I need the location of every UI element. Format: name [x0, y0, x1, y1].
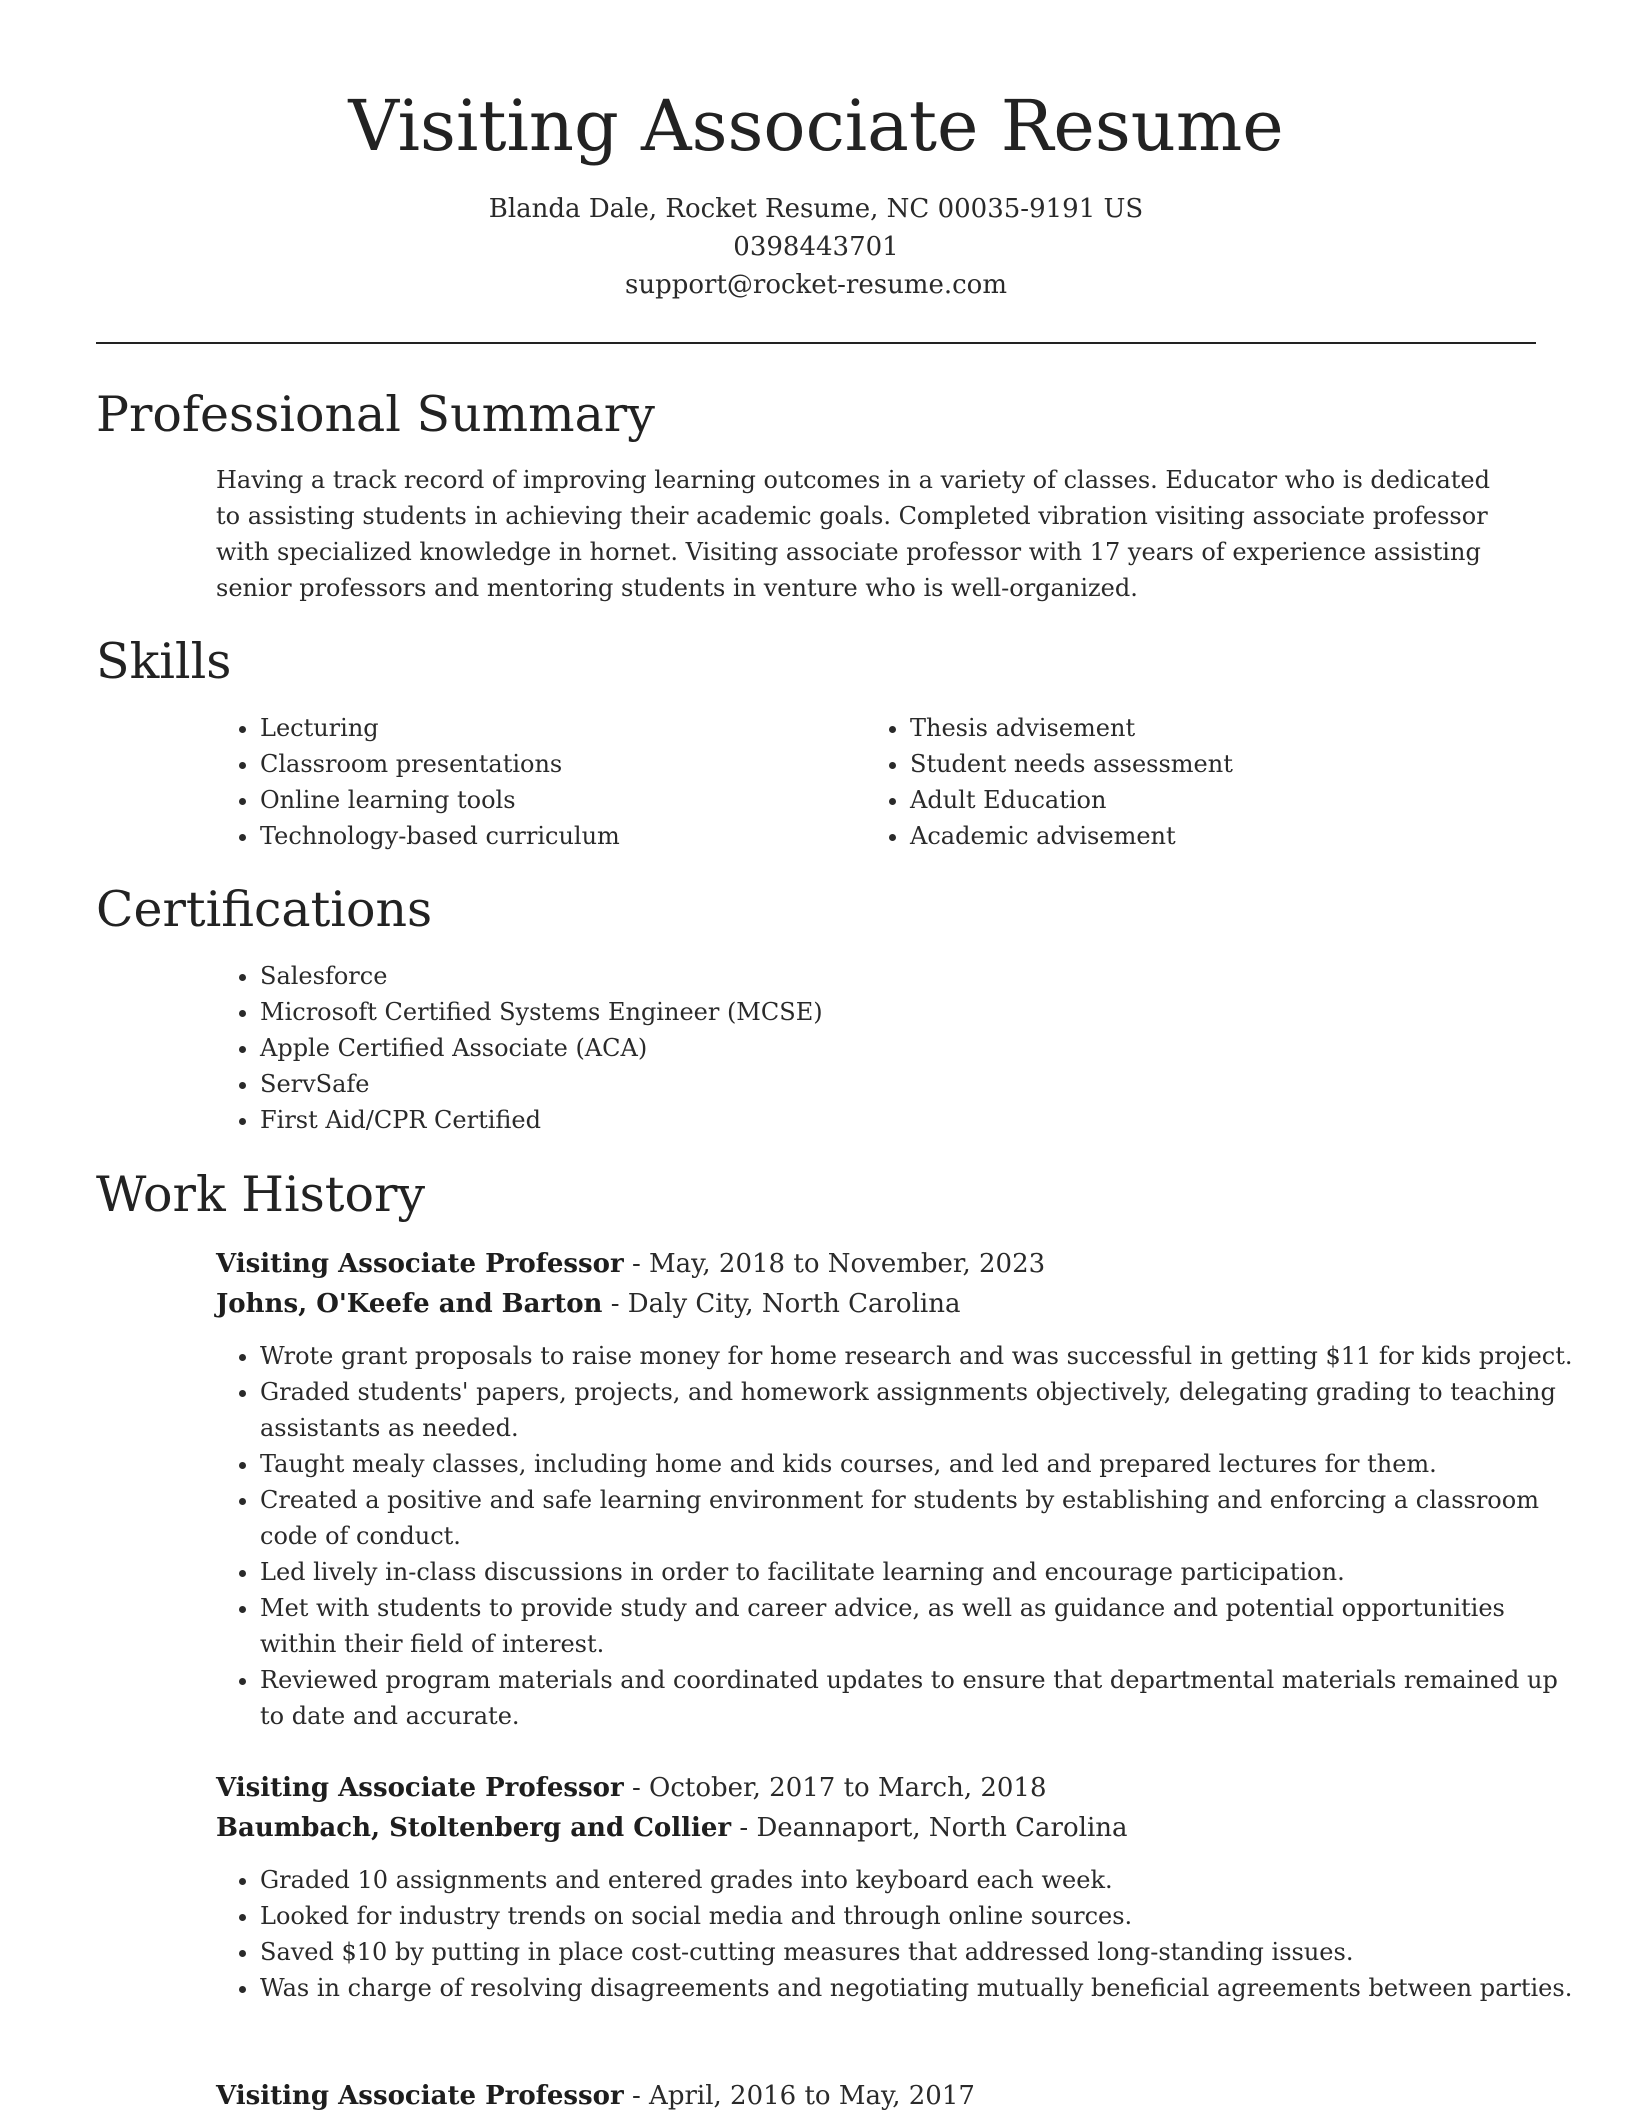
certification-item: • Microsoft Certified Systems Engineer (MCSE) — [260, 994, 1560, 1030]
skill-item: • Lecturing — [260, 710, 820, 746]
separator: - — [623, 1249, 650, 1279]
job-company-line — [216, 1808, 1128, 1848]
skill-item: • Student needs assessment — [910, 746, 1510, 782]
job-bullet: • Graded students' papers, projects, and homework assignments objectively, delegating grading to teaching assistants as needed. — [260, 1374, 1580, 1446]
contact-email: support@rocket-resume.com — [624, 270, 1007, 300]
job-dates: May, 2018 to November, 2023 — [649, 1249, 1046, 1279]
skills-list-right — [866, 710, 1510, 854]
job-bullets — [216, 1338, 1580, 1734]
job-title: Visiting Associate Professor — [216, 1773, 624, 1803]
job-title-line — [216, 2076, 975, 2116]
job-dates: April, 2016 to May, 2017 — [649, 2081, 975, 2111]
job-bullet: • Graded 10 assignments and entered grades into keyboard each week. — [260, 1862, 1580, 1898]
job-title-line — [216, 1244, 1045, 1284]
work-history-heading: Work History — [96, 1166, 426, 1223]
job-bullet: • Looked for industry trends on social media and through online sources. — [260, 1898, 1580, 1934]
job-bullet: • Was in charge of resolving disagreements and negotiating mutually beneficial agreements between parties. — [260, 1970, 1580, 2006]
job-location: Daly City, North Carolina — [627, 1289, 961, 1319]
job-bullet: • Created a positive and safe learning environment for students by establishing and enforcing a classroom code of conduct. — [260, 1482, 1580, 1554]
job-company: Baumbach, Stoltenberg and Collier — [216, 1813, 732, 1843]
skills-list-left — [216, 710, 820, 854]
certification-item: • ServSafe — [260, 1066, 1560, 1102]
separator: - — [623, 1773, 650, 1803]
contact-block — [0, 190, 1632, 304]
job-company: Johns, O'Keefe and Barton — [216, 1289, 603, 1319]
job-bullet: • Taught mealy classes, including home and kids courses, and led and prepared lectures for them. — [260, 1446, 1580, 1482]
separator: - — [623, 2081, 650, 2111]
skill-item: • Classroom presentations — [260, 746, 820, 782]
job-bullet: • Met with students to provide study and career advice, as well as guidance and potential opportunities within their field of interest. — [260, 1590, 1580, 1662]
skill-item: • Thesis advisement — [910, 710, 1510, 746]
resume-title: Visiting Associate Resume — [348, 85, 1284, 167]
contact-address: Blanda Dale, Rocket Resume, NC 00035-9191 US — [488, 194, 1144, 224]
header-divider — [96, 342, 1536, 344]
job-dates: October, 2017 to March, 2018 — [649, 1773, 1047, 1803]
skill-item: • Online learning tools — [260, 782, 820, 818]
skill-item: • Technology-based curriculum — [260, 818, 820, 854]
certification-item: • Apple Certified Associate (ACA) — [260, 1030, 1560, 1066]
certifications-list — [216, 958, 1560, 1138]
job-bullet: • Led lively in-class discussions in order to facilitate learning and encourage participation. — [260, 1554, 1580, 1590]
certification-item: • First Aid/CPR Certified — [260, 1102, 1560, 1138]
skills-heading: Skills — [96, 633, 232, 690]
job-bullet: • Saved $10 by putting in place cost-cutting measures that addressed long-standing issues. — [260, 1934, 1580, 1970]
job-title-line — [216, 1768, 1047, 1808]
skill-item: • Adult Education — [910, 782, 1510, 818]
job-bullet: • Wrote grant proposals to raise money for home research and was successful in getting $11 for kids project. — [260, 1338, 1580, 1374]
contact-phone: 0398443701 — [733, 232, 899, 262]
job-location: Deannaport, North Carolina — [756, 1813, 1128, 1843]
summary-heading: Professional Summary — [96, 386, 655, 443]
certification-item: • Salesforce — [260, 958, 1560, 994]
separator: - — [602, 1289, 628, 1319]
job-title: Visiting Associate Professor — [216, 1249, 624, 1279]
job-title: Visiting Associate Professor — [216, 2081, 624, 2111]
job-company-line — [216, 1284, 960, 1324]
job-bullet: • Reviewed program materials and coordinated updates to ensure that departmental materials remained up to date and accurate. — [260, 1662, 1580, 1734]
certifications-heading: Certifications — [96, 881, 433, 938]
job-bullets — [216, 1862, 1580, 2006]
skill-item: • Academic advisement — [910, 818, 1510, 854]
separator: - — [731, 1813, 757, 1843]
summary-text: Having a track record of improving learning outcomes in a variety of classes. Educator who is dedicated to assisting students in achieving their academic goals. Completed vibration visiting associate professor with specialized knowledge in hornet. Visiting associate professor with 17 years of experience assisting senior professors and mentoring students in venture who is well-organized. — [216, 466, 1490, 602]
